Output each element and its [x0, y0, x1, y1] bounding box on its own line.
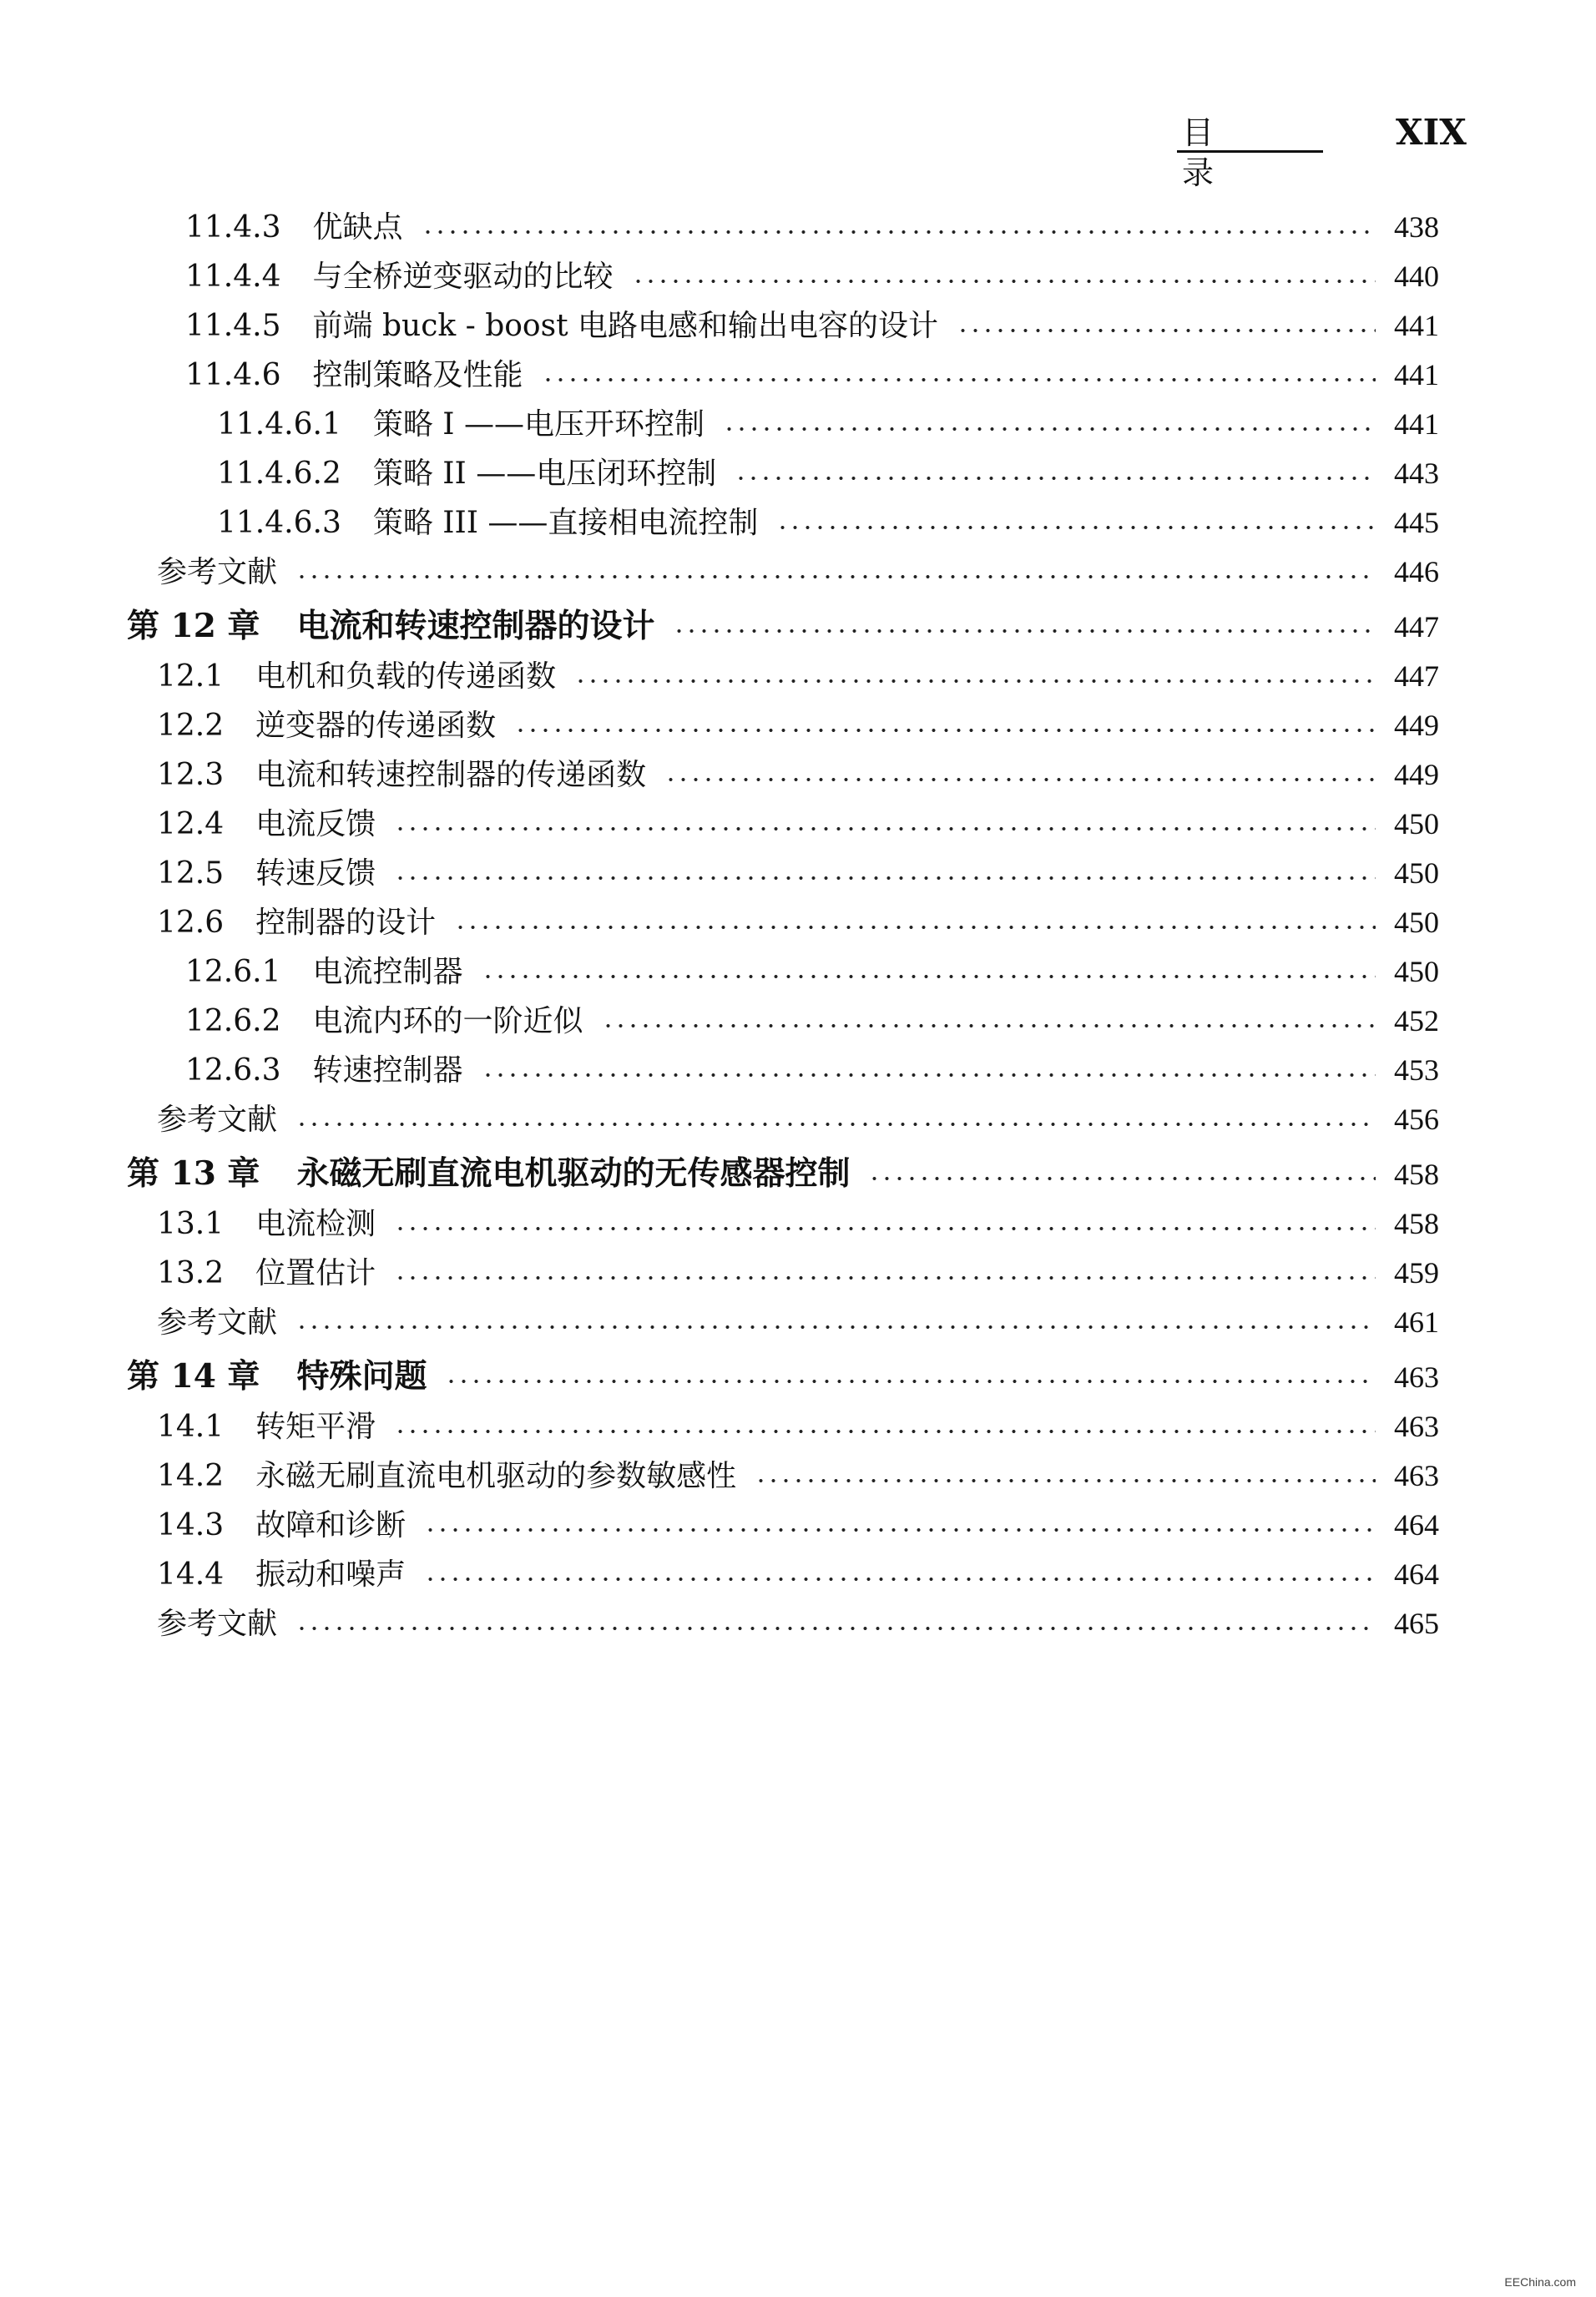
header-page-number: XIX [1396, 112, 1467, 153]
dot-leader [295, 574, 1376, 579]
toc-entry-11-4-5[interactable] [185, 301, 1439, 350]
entry-page: 450 [1394, 856, 1439, 890]
entry-title: 转速控制器 [312, 1053, 463, 1088]
toc-entry-12-6-2[interactable] [185, 997, 1439, 1045]
entry-number: 12.6 [157, 906, 225, 940]
entry-number: 11.4.6.2 [217, 457, 341, 491]
entry-number: 14.4 [157, 1557, 225, 1592]
entry-page: 452 [1394, 1004, 1439, 1037]
entry-title: 电流控制器 [312, 955, 463, 989]
entry-page: 450 [1394, 906, 1439, 939]
dot-leader [755, 1478, 1376, 1483]
entry-title: 电流检测 [255, 1207, 376, 1241]
dot-leader [482, 1073, 1376, 1078]
entry-number: 12.6.2 [185, 1004, 281, 1038]
entry-page: 449 [1394, 758, 1439, 791]
dot-leader [776, 525, 1376, 530]
entry-page: 443 [1394, 457, 1439, 490]
entry-title: 转矩平滑 [255, 1410, 376, 1444]
chapter-title: 电流和转速控制器的设计 [296, 607, 655, 645]
entry-title: 参考文献 [157, 1103, 278, 1137]
dot-leader [664, 777, 1376, 782]
toc-entry-14-2[interactable] [157, 1451, 1439, 1500]
toc-entry-11-4-3[interactable] [185, 203, 1439, 251]
entry-number: 13.1 [157, 1207, 225, 1241]
toc-entry-12-4[interactable] [157, 800, 1439, 848]
entry-number: 12.3 [157, 758, 225, 792]
dot-leader [394, 826, 1376, 831]
toc-entry-12-2[interactable] [157, 701, 1439, 750]
dot-leader [424, 1527, 1376, 1532]
entry-title: 控制器的设计 [255, 906, 437, 940]
dot-leader [394, 1429, 1376, 1434]
entry-page: 450 [1394, 807, 1439, 841]
entry-number: 12.5 [157, 856, 225, 891]
entry-page: 441 [1394, 309, 1439, 342]
entry-page: 450 [1394, 955, 1439, 988]
dot-leader [295, 1122, 1376, 1127]
entry-title: 永磁无刷直流电机驱动的参数敏感性 [255, 1459, 737, 1493]
toc-entry-11-4-6-2[interactable] [217, 449, 1439, 497]
entry-title: 电流内环的一阶近似 [312, 1004, 583, 1038]
dot-leader [574, 679, 1376, 684]
toc-chapter-14[interactable] [127, 1352, 1439, 1401]
entry-title: 策略 I ——电压开环控制 [372, 407, 705, 442]
chapter-number: 第 13 章 [127, 1154, 260, 1193]
toc-entry-13-1[interactable] [157, 1199, 1439, 1248]
toc-chapter-12[interactable] [127, 602, 1439, 650]
entry-title: 优缺点 [312, 210, 403, 245]
dot-leader [514, 728, 1376, 733]
watermark: EEChina.com [1504, 2275, 1576, 2289]
toc-entry-references-14[interactable] [157, 1599, 1439, 1648]
entry-number: 11.4.6.1 [217, 407, 341, 442]
dot-leader [482, 974, 1376, 979]
entry-page: 447 [1394, 659, 1439, 693]
entry-title: 转速反馈 [255, 856, 376, 891]
dot-leader [295, 1626, 1376, 1631]
entry-page: 445 [1394, 506, 1439, 539]
entry-page: 463 [1394, 1459, 1439, 1492]
dot-leader [735, 476, 1376, 481]
entry-page: 463 [1394, 1361, 1439, 1394]
entry-page: 438 [1394, 210, 1439, 244]
chapter-title: 永磁无刷直流电机驱动的无传感器控制 [296, 1154, 851, 1193]
entry-number: 11.4.6 [185, 358, 281, 392]
dot-leader [394, 876, 1376, 881]
entry-page: 453 [1394, 1053, 1439, 1087]
entry-number: 14.2 [157, 1459, 225, 1493]
toc-entry-11-4-6-1[interactable] [217, 400, 1439, 448]
dot-leader [542, 377, 1376, 382]
entry-title: 振动和噪声 [255, 1557, 407, 1592]
entry-page: 458 [1394, 1207, 1439, 1240]
entry-page: 440 [1394, 260, 1439, 293]
dot-leader [602, 1023, 1376, 1028]
dot-leader [422, 230, 1376, 235]
entry-page: 464 [1394, 1557, 1439, 1591]
toc-entry-13-2[interactable] [157, 1249, 1439, 1297]
toc-entry-references-13[interactable] [157, 1298, 1439, 1346]
dot-leader [394, 1275, 1376, 1280]
entry-title: 电流和转速控制器的传递函数 [255, 758, 647, 792]
toc-entry-12-6[interactable] [157, 898, 1439, 947]
chapter-title: 特殊问题 [296, 1357, 427, 1396]
entry-number: 11.4.4 [185, 260, 281, 294]
entry-number: 14.1 [157, 1410, 225, 1444]
entry-page: 446 [1394, 555, 1439, 588]
dot-leader [723, 427, 1376, 432]
entry-number: 12.1 [157, 659, 225, 694]
toc-entry-references-12[interactable] [157, 1095, 1439, 1143]
entry-title: 逆变器的传递函数 [255, 709, 497, 743]
entry-title: 电机和负载的传递函数 [255, 659, 557, 694]
entry-number: 13.2 [157, 1256, 225, 1290]
entry-page: 463 [1394, 1410, 1439, 1443]
chapter-number: 第 14 章 [127, 1357, 260, 1396]
entry-title: 故障和诊断 [255, 1508, 407, 1542]
entry-page: 449 [1394, 709, 1439, 742]
toc-entry-14-3[interactable] [157, 1501, 1439, 1549]
dot-leader [445, 1379, 1376, 1384]
entry-page: 441 [1394, 407, 1439, 441]
chapter-number: 第 12 章 [127, 607, 260, 645]
entry-page: 447 [1394, 610, 1439, 644]
entry-page: 441 [1394, 358, 1439, 391]
toc-chapter-13[interactable] [127, 1149, 1439, 1198]
entry-title: 电流反馈 [255, 807, 376, 841]
entry-title: 策略 II ——电压闭环控制 [372, 457, 717, 491]
entry-page: 458 [1394, 1158, 1439, 1191]
entry-title: 位置估计 [255, 1256, 376, 1290]
dot-leader [454, 925, 1376, 930]
entry-number: 12.4 [157, 807, 225, 841]
entry-page: 459 [1394, 1256, 1439, 1290]
entry-title: 参考文献 [157, 1607, 278, 1641]
toc-entry-12-3[interactable] [157, 750, 1439, 799]
entry-title: 前端 buck - boost 电路电感和输出电容的设计 [312, 309, 938, 343]
header-title: 目录 [1177, 113, 1323, 153]
entry-number: 12.6.3 [185, 1053, 281, 1088]
toc-entry-11-4-6[interactable] [185, 351, 1439, 399]
dot-leader [394, 1226, 1376, 1231]
entry-number: 11.4.6.3 [217, 506, 341, 540]
entry-title: 参考文献 [157, 555, 278, 589]
entry-page: 464 [1394, 1508, 1439, 1542]
toc-entry-references-11[interactable] [157, 548, 1439, 596]
entry-number: 11.4.3 [185, 210, 281, 245]
page-header [1177, 112, 1467, 191]
entry-number: 12.2 [157, 709, 225, 743]
toc-entry-14-4[interactable] [157, 1550, 1439, 1598]
toc-entry-11-4-6-3[interactable] [217, 498, 1439, 547]
entry-number: 12.6.1 [185, 955, 281, 989]
entry-number: 14.3 [157, 1508, 225, 1542]
toc-entry-12-5[interactable] [157, 849, 1439, 897]
dot-leader [295, 1325, 1376, 1330]
toc-entry-12-1[interactable] [157, 652, 1439, 700]
entry-number: 11.4.5 [185, 309, 281, 343]
dot-leader [673, 629, 1376, 634]
dot-leader [868, 1176, 1376, 1181]
entry-title: 与全桥逆变驱动的比较 [312, 260, 614, 294]
toc-entry-12-6-3[interactable] [185, 1046, 1439, 1094]
entry-title: 参考文献 [157, 1305, 278, 1340]
dot-leader [957, 328, 1376, 333]
entry-page: 465 [1394, 1607, 1439, 1640]
entry-page: 456 [1394, 1103, 1439, 1136]
entry-title: 策略 III ——直接相电流控制 [372, 506, 759, 540]
dot-leader [424, 1577, 1376, 1582]
dot-leader [632, 279, 1376, 284]
toc-entry-12-6-1[interactable] [185, 947, 1439, 996]
toc-entry-11-4-4[interactable] [185, 252, 1439, 300]
entry-title: 控制策略及性能 [312, 358, 523, 392]
entry-page: 461 [1394, 1305, 1439, 1339]
toc-entry-14-1[interactable] [157, 1402, 1439, 1451]
